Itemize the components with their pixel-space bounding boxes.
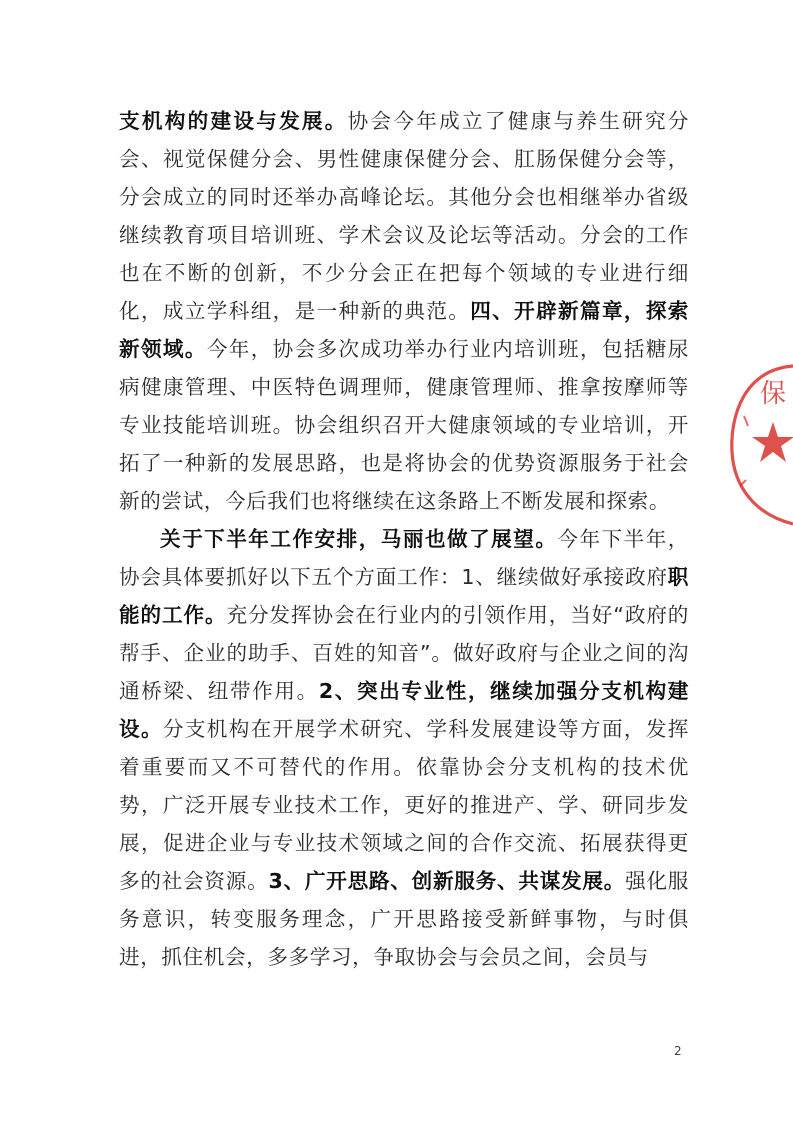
seal-character: 保 [760,379,787,409]
body-sentence: 充分发挥协会在行业内的引领作用，当好“政府的帮手、企业的助手、百姓的知音”。做好政府与企业之间的沟通桥梁、纽带作用。 [119,603,689,703]
paragraph-2 [119,520,689,976]
bold-heading: 关于下半年工作安排，马丽也做了展望。 [160,527,558,551]
seal-mark [744,416,748,426]
seal-star-icon [752,422,793,462]
body-sentence: 今年，协会多次成功举办行业内培训班，包括糖尿病健康管理、中医特色调理师，健康管理师、推拿按摩师等专业技能培训班。协会组织召开大健康领域的专业培训，开拓了一种新的发展思路，也是将协会的优势资源服务于社会新的尝试，今后我们也将继续在这条路上不断发展和探索。 [119,337,689,513]
bold-heading: 支机构的建设与发展。 [119,109,348,133]
body-text [119,102,689,976]
bold-heading: 2、突出专业性，继续加强分支机构建设。 [119,679,689,741]
bold-heading: 四、开辟新篇章，探索新领域。 [119,299,689,361]
body-sentence: 强化服务意识，转变服务理念，广开思路接受新鲜事物，与时俱进，抓住机会，多多学习，争取协会与会员之间，会员与 [119,869,689,969]
body-sentence: 今年下半年，协会具体要抓好以下五个方面工作：1、继续做好承接政府 [119,527,689,589]
bold-heading: 3、广开思路、创新服务、共谋发展。 [268,869,626,893]
red-seal-stamp [724,356,793,536]
paragraph-1 [119,102,689,520]
page-number: 2 [674,1044,682,1058]
body-sentence: 协会今年成立了健康与养生研究分会、视觉保健分会、男性健康保健分会、肛肠保健分会等，分会成立的同时还举办高峰论坛。其他分会也相继举办省级继续教育项目培训班、学术会议及论坛等活动。分会的工作也在不断的创新，不少分会正在把每个领域的专业进行细化，成立学科组，是一种新的典范。 [119,109,690,323]
bold-heading: 职能的工作。 [119,565,689,627]
body-sentence: 分支机构在开展学术研究、学科发展建设等方面，发挥着重要而又不可替代的作用。依靠协会分支机构的技术优势，广泛开展专业技术工作，更好的推进产、学、研同步发展，促进企业与专业技术领域之间的合作交流、拓展获得更多的社会资源。 [119,717,689,893]
